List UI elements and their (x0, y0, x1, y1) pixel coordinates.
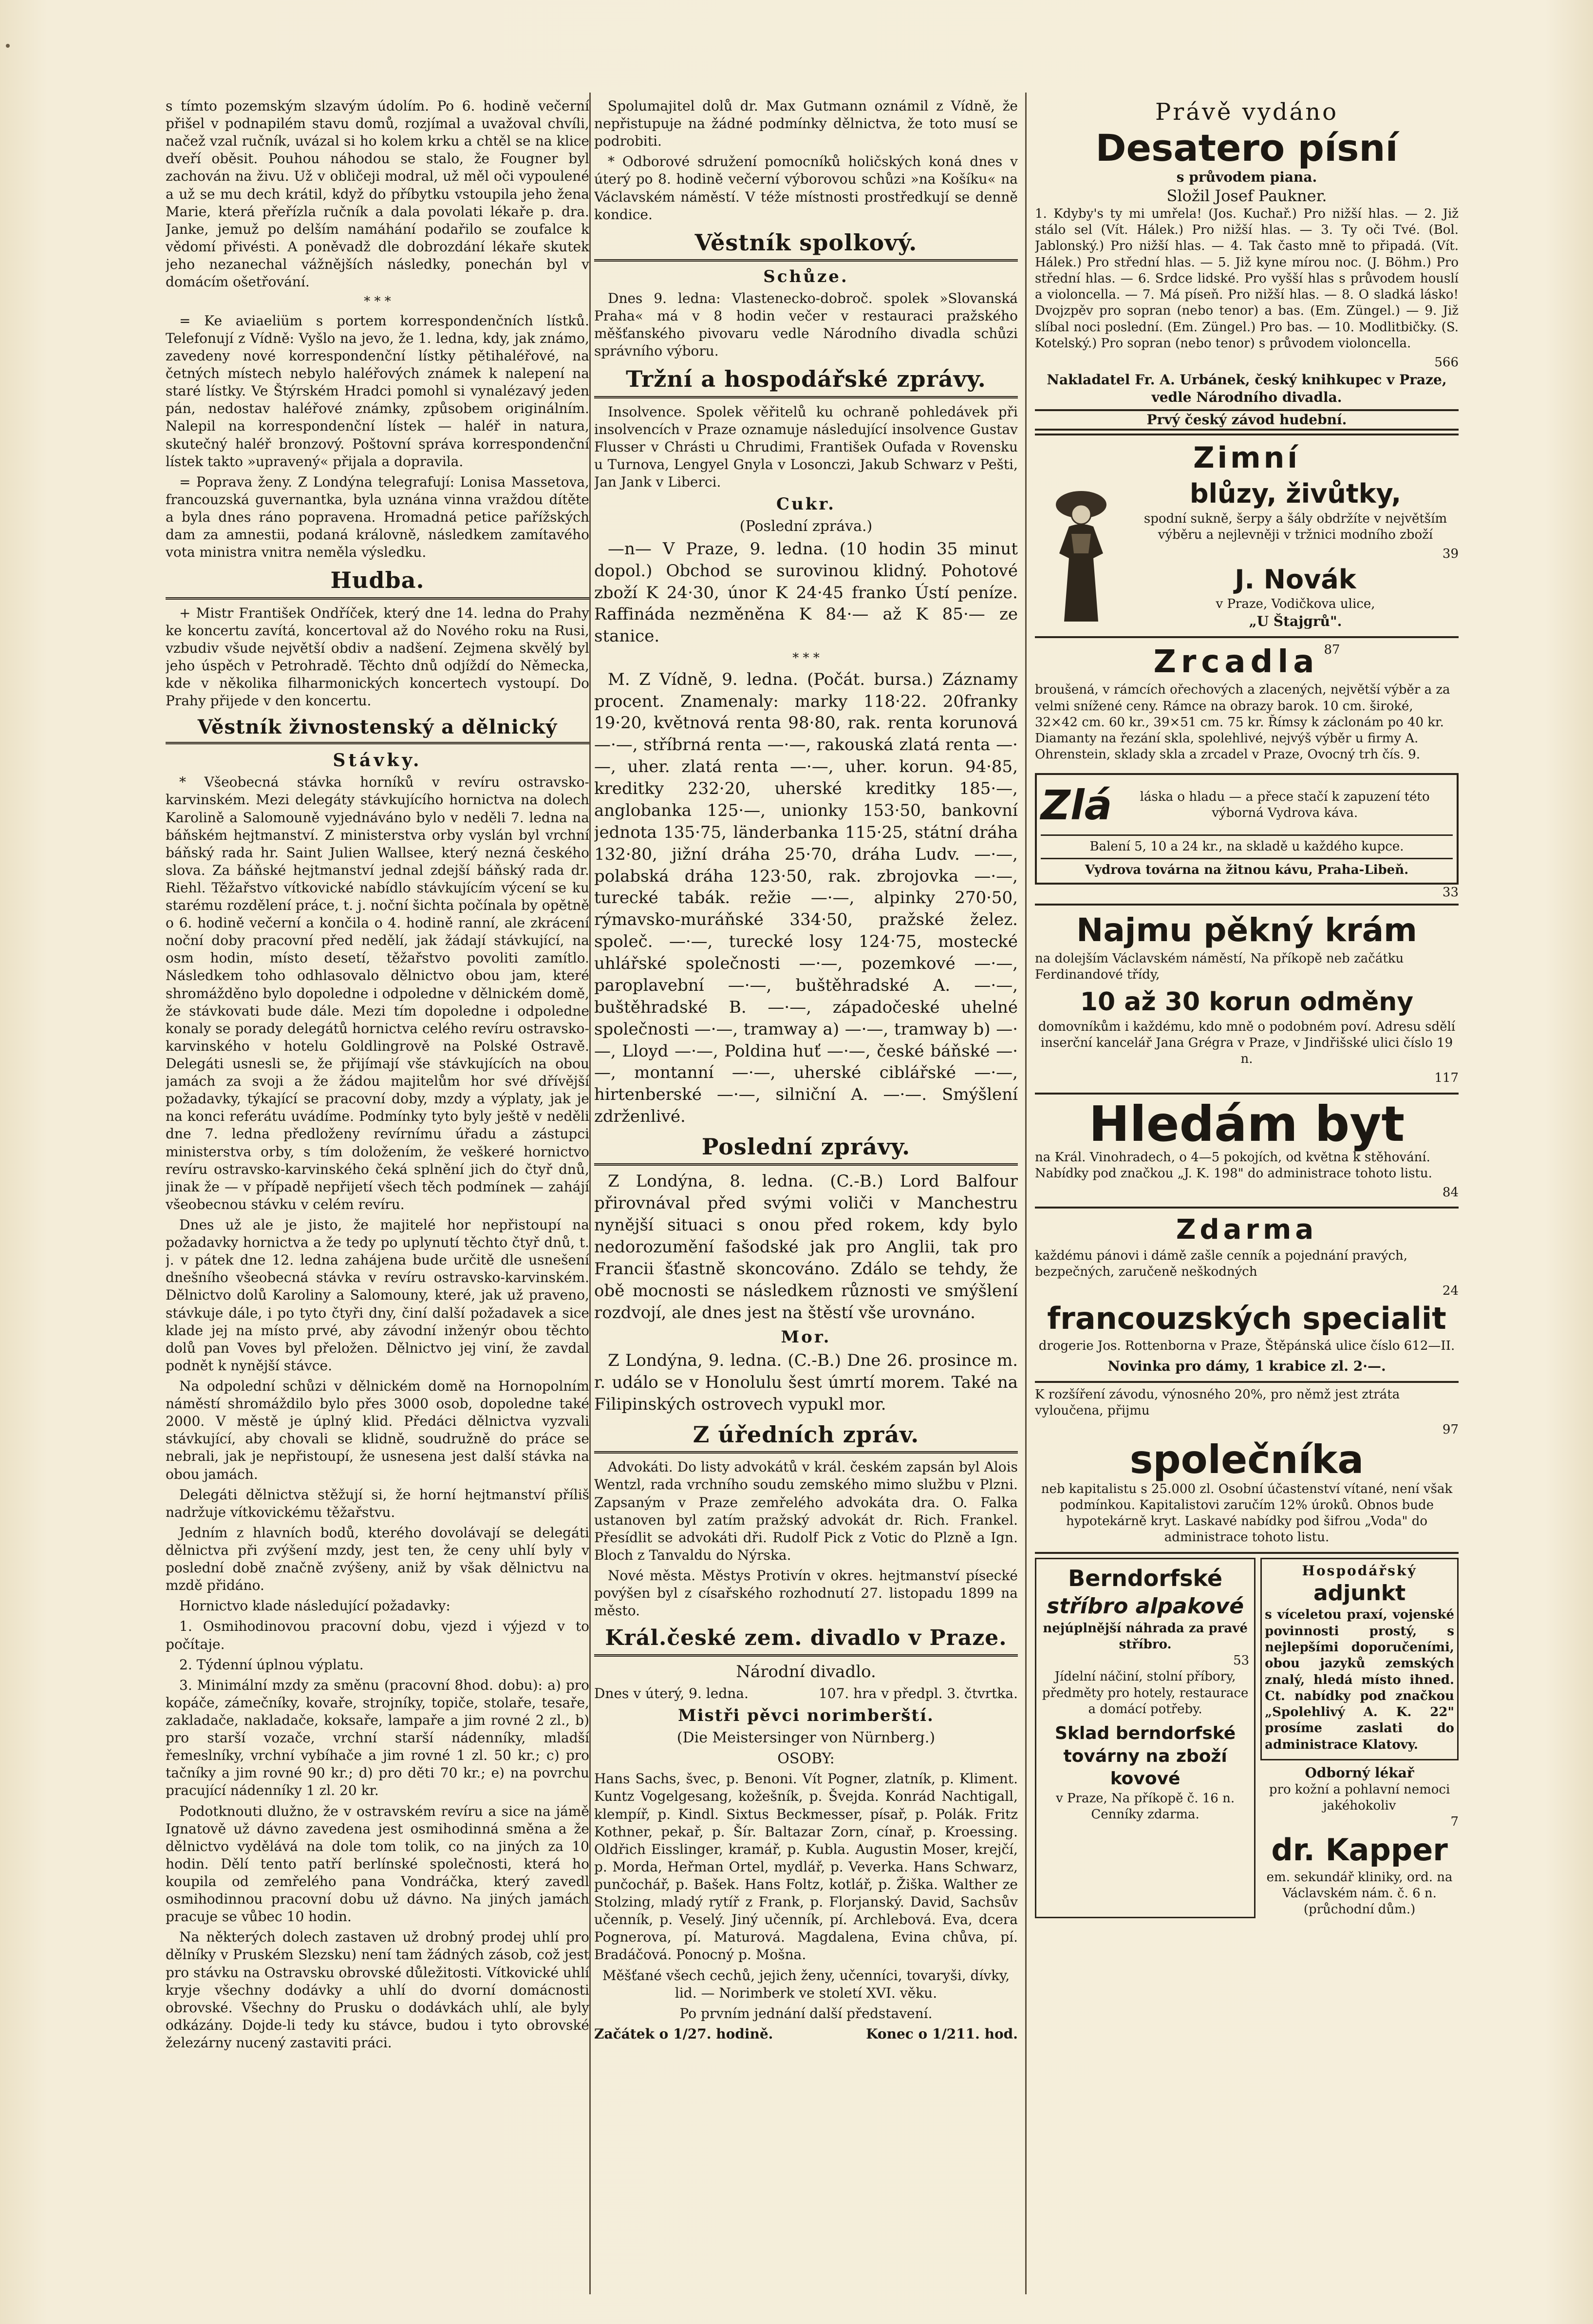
ad-silver-address: v Praze, Na příkopě č. 16 n. (1056, 1791, 1235, 1806)
ad-silver-line: nejúplnější náhrada za pravé stříbro. (1043, 1621, 1248, 1652)
show-note: Po prvním jednání další představení. (679, 2005, 933, 2022)
article-text: Jedním z hlavních bodů, kterého dovolávají se delegáti dělnictva při zvýšení mzdy, jest ten, že ceny uhlí byly v poslední době značně zvýšeny, aniž by však dělnictvu na mzdě přidáno. (166, 1524, 589, 1594)
ad-blouses-address: v Praze, Vodičkova ulice, (1216, 597, 1375, 612)
article-text: Delegáti dělnictva stěžují si, že horní hejtmanství příliš nadržuje vítkovickému těžařstvu. (166, 1486, 589, 1520)
ad-spec-title: Zdarma (1176, 1214, 1318, 1246)
ad-blouses-tag: „U Štajgrů". (1249, 613, 1342, 629)
ad-silver-shop: Sklad berndorfské továrny na zboží kovové (1055, 1723, 1236, 1789)
ad-songs-top: Právě vydáno (1155, 98, 1339, 126)
ad-number: 24 (1442, 1284, 1459, 1299)
ad-mirrors-title: Zrcadla (1153, 643, 1319, 680)
show-subtitle: (Die Meistersinger von Nürnberg.) (676, 1729, 936, 1746)
ad-blouses-name: J. Novák (1235, 564, 1356, 595)
ad-number: 7 (1450, 1814, 1459, 1830)
article-text: * Všeobecná stávka horníků v revíru ostravsko-karvinském. Mezi delegáty stávkujícího hornictva na dolech Karolině a Salomouně vyjednáváno bylo v neděli 7. ledna na báňském hejtmanství. Z ministerstva orby vyslán byl vrchní báňský rada hr. Saint Julien Wallsee, který nezná českého slova. Za báňské hejtmanství jednal zdejší báňský rada dr. Riehl. Těžařstvo vítkovické nabídlo stávkujícím výcení se ku starému rozdělení práce, t. j. noční šichta počínala by opětně o 6. hodině večerní a končila o 4. hodině ranní, ale zkrácení noční doby pracovní před nedělí, jak žádají stávkující, na osm hodin, místo desetí, těžařstvo povoliti zamítlo. Následkem toho odhlasovalo dělnictvo obou jam, které shromážděno bylo dopoledne i odpoledne v dělnickém domě, že stávkovati bude dále. Mezi tím dopoledne i odpoledne konaly se porady delegátů hornictva celého revíru ostravsko-karvinského v hotelu Goldlingrově na Polské Ostravě. Delegáti usnesli se, že přijímají vše stávkujících na obou jamách za svoji a že žádou majitelům hor své dřívější požadavky, týkající se pracovní doby, mzdy a výplaty, jak je na konci referátu uvádíme. Podmínky tyto byly ještě v neděli dne 7. ledna předloženy revírnímu úřadu a zástupci ministerstva orby, s tím doložením, že veškeré hornictvo revíru ostravsko-karvinského čeká splnění jich do čtyř dnů, jinak že — v případě nepřijetí všech těch podmínek — zahájí všeobecnou stávku v celém revíru. (166, 774, 589, 1212)
subheading-schuze: Schůze. (763, 267, 849, 287)
ad-flat (1035, 1093, 1459, 1204)
show-date: Dnes v úterý, 9. ledna. (594, 1685, 749, 1701)
ad-number: 97 (1442, 1422, 1459, 1437)
page-dot (6, 44, 10, 48)
article-text: = Poprava ženy. Z Londýna telegrafují: Lonisa Massetova, francouzská guvernantka, byla uznána vinna vraždou dítěte a byla dnes ráno popravena. Hromadná petice pařížských dam za amnestii, podaná královně, následkem zamítavého vota ministra vnitra neměla výsledku. (166, 473, 589, 561)
ad-songs-slogan: Prvý český závod hudební. (1035, 409, 1459, 431)
ad-partner-body2: neb kapitalistu s 25.000 zl. Osobní účastenství vítané, není však podmínkou. Kapitalistovi zaručím 12% úroků. Obnos bude hypotekárně kryt. Laskavé nabídky pod šifrou „Voda" do administrace tohoto listu. (1041, 1481, 1453, 1545)
ad-silver-body: Jídelní náčiní, stolní příbory, předměty pro hotely, restaurace a domácí potřeby. (1042, 1669, 1249, 1717)
show-end: Konec o 1/211. hod. (866, 2025, 1018, 2042)
article-text: Dnes už ale je jisto, že majitelé hor nepřistoupí na požadavky hornictva a že tedy po uplynutí těchto čtyř dnů, t. j. v pátek dne 12. ledna zahájena bude určitě dle usnešení dnešního všeobecná stávka v revíru ostravsko-karvinském. Dělnictvo dolů Karoliny a Salomouny, které, jak už praveno, stávkuje dále, i po tyto čtyři dny, činí další požadavek a sice klade jej na místo prvé, aby závodní inženýr obou těchto dolů pan Voves byl přeložen. Dělnictvo jej viní, že zavdal podnět k nynější stávce. (166, 1217, 589, 1374)
ad-coffee (1035, 773, 1459, 885)
ad-shop-title: Najmu pěkný krám (1076, 911, 1417, 949)
cast-list: Hans Sachs, švec, p. Benoni. Vít Pogner, zlatník, p. Kliment. Kuntz Vogelgesang, kožešník, p. Švejda. Konrád Nachtigall, klempíř, p. Kindl. Sixtus Beckmesser, písař, p. Polák. Fritz Kothner, pekař, p. Šír. Baltazar Zorn, cínař, p. Kroessing. Oldřich Eisslinger, kramář, p. Kubla. Augustin Moser, krejčí, p. Morda, Heřman Ortel, mydlář, p. Veverka. Hans Schwarz, punčochář, p. Bašek. Hans Foltz, kotlář, p. Žiška. Walther ze Stolzing, mladý rytíř z Frank, p. Florjanský. David, Sachsův učenník, p. Veselý. Jiný učenník, pí. Archlebová. Eva, dcera Pognerova, pí. Maturová. Magdalena, Evina chůva, pí. Bradáčová. Ponocný p. Mošna. (594, 1771, 1018, 1963)
ad-silver-big: stříbro alpakové (1047, 1593, 1244, 1619)
article-text: —n— V Praze, 9. ledna. (10 hodin 35 minut dopol.) Obchod se surovinou klidný. Pohotové zboží K 24·30, únor K 24·45 franko Ústí peníze. Raffináda nezměněna K 84·— až K 85·— ze stanice. (594, 539, 1018, 646)
show-start: Začátek o 1/27. hodině. (594, 2025, 773, 2042)
section-heading-vestnik-spolkovy: Věstník spolkový. (594, 228, 1018, 262)
ad-bottom-row (1035, 1552, 1459, 1918)
ad-spec-big: francouzských specialit (1047, 1301, 1446, 1337)
ad-flat-title: Hledám byt (1088, 1095, 1405, 1153)
section-heading-vestnik: Věstník živnostenský a dělnický (166, 715, 589, 744)
ad-partner-body: K rozšíření závodu, výnosného 20%, pro němž jest ztráta vyloučena, přijmu (1035, 1387, 1400, 1418)
section-heading-posledni: Poslední zprávy. (594, 1133, 1018, 1166)
ad-number: 566 (1434, 355, 1459, 370)
ad-adjunct-title: Hospodářský (1302, 1562, 1417, 1579)
ad-coffee-line2: Balení 5, 10 a 24 kr., na skladě u každého kupce. (1089, 839, 1404, 854)
ad-songs-body: 1. Kdyby's ty mi umřela! (Jos. Kuchař.) Pro nižší hlas. — 2. Již stálo sel (Vít. Hálek.) Pro nižší hlas. — 3. Ty oči Tvé. (Bol. Jablonský.) Pro nižší hlas. — 4. Tak často mně to připadá. (Vít. Hálek.) Pro střední hlas. — 5. Již kyne mírou noc. (J. Böhm.) Pro střední hlas. — 6. Srdce lidské. Pro vyšší hlas s průvodem houslí a violoncella. — 7. Má píseň. Pro nižší hlas. — 8. O sladká lásko! Dvojzpěv pro sopran (nebo tenor) a bas. (Em. Züngel.) — 9. Již slíbal noci poslední. (Em. Züngel.) Pro bas. — 10. Modlitbičky. (S. Kotelský.) Pro sopran (nebo tenor) s průvodem violoncella. (1035, 206, 1459, 351)
article-text: + Mistr František Ondříček, který dne 14. ledna do Prahy ke koncertu zavítá, koncertoval až do Nového roku na Rusi, vzbudiv všude největší obdiv a nadšení. Zejmena skvělý byl jeho úspěch v Petrohradě. Těchto dnů odjíždí do Německa, kde v několika filharmonických koncertech vystoupí. Do Prahy přijede v den koncertu. (166, 605, 589, 709)
ad-adjunct-sub: adjunkt (1313, 1580, 1406, 1606)
article-text: 3. Minimální mzdy za směnu (pracovní 8hod. dobu): a) pro kopáče, zámečníky, kovaře, strojníky, topiče, stolaře, tesaře, zakladače, nakladače, koksaře, lampaře a jim rovné 2 zl., b) pro starší vozače, vrchní starší nádenníky, mladší řemeslníky, vrchní vybíhače a jim rovné 1 zl. 50 kr.; c) pro tačníky a jim rovné 90 kr.; d) pro děti 70 kr.; e) na povrchu pracující nádenníky 1 zl. 20 kr. (166, 1677, 589, 1799)
ad-coffee-text: láska o hladu — a přece stačí k zapuzení této výborná Vydrova káva. (1140, 789, 1430, 820)
ad-shop (1035, 904, 1459, 1090)
ad-blouses-body: spodní sukně, šerpy a šály obdržíte v největším výběru a nejlevněji v tržnici modního zboží (1143, 511, 1447, 543)
ad-shop-reward: 10 až 30 korun odměny (1080, 987, 1414, 1017)
section-heading-divadlo: Král.české zem. divadlo v Praze. (594, 1625, 1018, 1657)
article-text: Na některých dolech zastaven už drobný prodej uhlí pro dělníky v Pruském Slezsku) není tam žádných zásob, což jest pro stávku na Ostravsku obrovské důležitosti. Vítkovické uhlí kryje všechny dodávky a uhlí do dvorní domácnosti obrovské. Všechny do Prusku o dodávkách uhlí, ale byly odkázány. Dojde-li tedy ku stávce, budou i tyto obrovské železárny nucený zastaviti práci. (166, 1929, 589, 2051)
ad-songs-composer: Složil Josef Paukner. (1166, 186, 1327, 205)
article-text: Spolumajitel dolů dr. Max Gutmann oznámil z Vídně, že nepřistupuje na žádné podmínky dělnictva, že toto musí se podrobiti. (594, 98, 1018, 150)
ad-songs-sub: s průvodem piana. (1176, 169, 1317, 185)
ad-doctor-name: dr. Kapper (1271, 1832, 1448, 1868)
ad-number: 117 (1434, 1071, 1459, 1086)
article-text: Na odpolední schůzi v dělnickém domě na Hornopolním náměstí shromáždilo bylo přes 3000 osob, dopoledne také 2000. V městě je úplný klid. Předáci dělnictva vyzvali stávkující, aby chovali se klidně, soudružně do práce se nebrali, jak je nepřistoupí, že usnesena jest další stávka na obou jamách. (166, 1378, 589, 1482)
ad-doctor (1260, 1764, 1459, 1918)
ad-spec-line: Novinka pro dámy, 1 krabice zl. 2·—. (1107, 1358, 1386, 1374)
ad-shop-body2: domovníkům i každému, kdo mně o podobném poví. Adresu sdělí inserční kancelář Jana Grégra v Praze, v Jindřišské ulici číslo 19 n. (1038, 1019, 1456, 1067)
ad-silver (1035, 1558, 1256, 1918)
ad-blouses-big: blůzy, živůtky, (1189, 478, 1402, 510)
ad-number: 84 (1442, 1185, 1459, 1200)
article-text: Insolvence. Spolek věřitelů ku ochraně pohledávek při insolvencích v Praze oznamuje následující insolvence Gustav Flusser v Chrásti u Chrudimi, František Oufada v Rovensku u Turnova, Lengyel Gnyla v Losonczi, Jakub Schwarz v Pešti, Jan Jank v Liberci. (594, 403, 1018, 491)
ad-mirrors (1035, 636, 1459, 769)
ad-number: 53 (1233, 1653, 1250, 1668)
separator: * * * (364, 294, 391, 309)
article-text: Z Londýna, 8. ledna. (C.-B.) Lord Balfour přirovnával před svými voliči v Manchestru nynější situaci s onou před rokem, kdy bylo nedorozumění fašodské jak pro Anglii, tak pro Francii šťastně skoncováno. Zdálo se tehdy, že obě mocnosti se následkem různosti ve smýšlení rozdvojí, ale dnes jest na štěstí vše urovnáno. (594, 1171, 1018, 1323)
section-heading-hudba: Hudba. (166, 566, 589, 599)
ad-adjunct (1260, 1558, 1459, 1760)
article-text: * Odborové sdružení pomocníků holičských koná dnes v úterý po 8. hodině večerní výborovou schůzi »na Košíku« na Václavském náměstí. V téže místnosti prostředkují se denně kondice. (594, 153, 1018, 223)
ad-songs-title: Desatero písní (1095, 126, 1398, 170)
ad-blouses-title: Zimní (1193, 440, 1300, 475)
ad-silver-title: Berndorfské (1068, 1565, 1223, 1591)
section-heading-uradnich: Z úředních zpráv. (594, 1420, 1018, 1454)
ad-number: 39 (1442, 547, 1459, 562)
article-text: 2. Týdenní úplnou výplatu. (179, 1656, 364, 1673)
ad-mirrors-body: broušená, v rámcích ořechových a zlacených, největší výběr a za velmi snížené ceny. Rámce na obrazy barok. 10 cm. široké, 32×42 cm. 60 kr., 39×51 cm. 75 kr. Římsy k záclonám po 40 kr. Diamanty na řezání skla, spolehlivé, nejvýš výběr u firmy A. Ohrenstein, sklady skla a zrcadel v Praze, Ovocný trh čís. 9. (1035, 682, 1450, 762)
article-text: M. Z Vídně, 9. ledna. (Počát. bursa.) Záznamy procent. Znamenaly: marky 118·22. 20franky 19·20, květnová renta 98·80, rak. renta korunová —·—, stříbrná renta —·—, rakouská zlatá renta —·—, uher. zlatá renta —·—, uher. korun. 94·85, kreditky 232·20, uherské kreditky 185·—, anglobanka 125·—, unionky 153·50, bankovní jednota 135·75, länderbanka 115·25, státní dráha 132·80, jižní dráha 25·70, dráha Ludv. —·—, polabská dráha 123·50, rak. zbrojovka —·—, turecké tabák. režie —·—, alpinky 270·50, rýmavsko-muráňské 334·50, pražské želez. společ. —·—, turecké losy 124·75, mostecké uhlářské společnosti —·—, pozemkové —·—, paroplavební —·—, buštěhradské A. —·—, buštěhradské B. —·—, západočeské uhelné společnosti —·—, tramway a) —·—, tramway b) —·—, Lloyd —·—, Poldina huť —·—, české báňské —·—, montanní —·—, uherské ciblářské —·—, hirtenberské —·—, silniční A. —·—. Smýšlení zdrženlivé. (594, 669, 1018, 1127)
article-text: Advokáti. Do listy advokátů v král. českém zapsán byl Alois Wentzl, rada vrchního soudu zemského mimo službu v Plzni. Zapsaným v Praze zemřelého advokáta dra. O. Falka ustanoven byl zatím pražský advokát dr. Rich. Frankel. Přesídlit se advokáti dři. Rudolf Pick z Votic do Plzně a Ign. Bloch z Tanvaldu do Nýrska. (594, 1459, 1018, 1563)
ad-spec-body2: drogerie Jos. Rottenborna v Praze, Štěpánská ulice číslo 612—II. (1038, 1339, 1455, 1354)
ad-coffee-big: Zlá (1041, 781, 1112, 829)
column-middle (594, 97, 1018, 2043)
article-text: Podotknouti dlužno, že v ostravském revíru a sice na jámě Ignatově už dávno zavedena jest osmihodinná směna a že dělnictvo vydělává na dole tom tolik, co na jiných za 10 hodin. Dělí tento patří berlínské společnosti, která ho koupila od zemřelého pana Vondráčka, který zavedl osmihodinnou pracovní dobu už dávno. Na jiných jamách pracuje se vůbec 10 hodin. (166, 1803, 589, 1925)
article-text: = Ke aviaeliüm s portem korrespondenčních lístků. Telefonují z Vídně: Vyšlo na jevo, že 1. ledna, kdy, jak známo, zavedeny nové korrespondenční lístky pětihaléřové, na četných místech nebylo haléřových známek k nalepení na staré lístky. Ve Štýrském Hradci pomohl si vynalézavý jeden pán, nedostav haléřové známky, způsobem originálním. Nalepil na korrespondenční lístek — haléř in natura, skutečný haléř bronzový. Poštovní správa korrespondenční lístek takto »upravený« přijala a dopravila. (166, 312, 589, 470)
cast-heading: OSOBY: (777, 1750, 835, 1767)
article-text: 1. Osmihodinovou pracovní dobu, vjezd i výjezd v to počítaje. (166, 1618, 589, 1652)
ad-silver-price: Cenníky zdarma. (1091, 1807, 1199, 1822)
ad-number: 87 (1324, 642, 1340, 657)
ad-blouses (1035, 434, 1459, 633)
ad-doctor-body: em. sekundář kliniky, ord. na Václavském nám. č. 6 n. (průchodní dům.) (1266, 1870, 1453, 1917)
ad-adjunct-body: s víceletou praxí, vojenské povinnosti prostý, s nejlepšími doporučeními, obou jazyků zemských znalý, hledá místo ihned. Ct. nabídky pod značkou „Spolehlivý A. K. 22" prosíme zaslati do administrace Klatovy. (1265, 1607, 1454, 1752)
ad-doctor-sub: pro kožní a pohlavní nemoci jakéhokoliv (1269, 1782, 1450, 1814)
column-left (166, 97, 589, 2055)
article-text: s tímto pozemským slzavým údolím. Po 6. hodině večerní přišel v podnapilém stavu domů, rozjímal a uvažoval chvíli, načež vzal ručník, uvázal si ho kolem krku a chtěl se na klice dveří oběsit. Pouhou náhodou se stalo, že Fougner byl zachován na živu. Už v obličeji modral, už měl oči vypoulené a už se mu dech krátil, když do příbytku vstoupila jeho žena Marie, která přeřízla ručník a dala povolati lékaře p. dra. Janke, jemuž po delším namáhání podařilo se zoufalce k vědomí přivésti. A poněvadž dle dobrozdání lékaře skutek jeho nezanechal vážnějších následky, ponechán byl v domácím ošetřování. (166, 98, 589, 290)
ad-flat-body: na Král. Vinohradech, o 4—5 pokojích, od května k stěhování. Nabídky pod značkou „J. K. 198" do administrace tohoto listu. (1035, 1150, 1432, 1181)
woman-figure-illustration (1035, 480, 1127, 626)
ad-spec-body: každému pánovi i dámě zašle cenník a pojednání pravých, bezpečných, zaručeně neškodných (1035, 1248, 1408, 1279)
ad-coffee-line3: Vydrova továrna na žitnou kávu, Praha-Libeň. (1085, 863, 1409, 878)
column-divider (589, 93, 591, 2294)
ad-partner (1035, 1381, 1459, 1552)
show-title: Mistři pěvci norimberští. (678, 1706, 934, 1726)
section-heading-trzni: Tržní a hospodářské zprávy. (594, 365, 1018, 398)
article-text: Hornictvo klade následující požadavky: (179, 1598, 450, 1614)
subheading-note: (Poslední zpráva.) (739, 518, 873, 535)
ad-songs-publisher: Nakladatel Fr. A. Urbánek, český knihkupec v Praze, vedle Národního divadla. (1047, 371, 1447, 405)
show-times (594, 2025, 1018, 2043)
cast-extra: Měšťané všech cechů, jejich ženy, učenníci, tovaryši, dívky, lid. — Norimberk ve století XVI. věku. (602, 1967, 1010, 2001)
separator: * * * (792, 651, 820, 666)
ad-column-right (1260, 1558, 1459, 1918)
show-subscription: 107. hra v předpl. 3. čtvrtka. (818, 1685, 1018, 1701)
article-text: Dnes 9. ledna: Vlastenecko-dobroč. spolek »Slovanská Praha« má v 8 hodin večer v restauraci pražského měšťanského pivovaru vedle Národního divadla schůzi správního výboru. (594, 290, 1018, 359)
ad-doctor-top: Odborný lékař (1305, 1764, 1414, 1781)
subheading-cukr: Cukr. (776, 494, 836, 514)
subheading-stavky: Stávky. (333, 750, 422, 771)
article-text: Nové města. Městys Protivín v okres. hejtmanství písecké povýšen byl z císařského rozhodnutí 27. listopadu 1899 na město. (594, 1568, 1018, 1619)
show-info (594, 1685, 1018, 1702)
subheading-narodni: Národní divadlo. (736, 1662, 876, 1682)
ad-specialities (1035, 1207, 1459, 1378)
column-ads (1035, 97, 1459, 1918)
ad-partner-big: společníka (1129, 1436, 1364, 1482)
ad-number: 33 (1442, 885, 1459, 900)
ad-shop-body: na dolejším Václavském náměstí, Na příkopě neb začátku Ferdinandové třídy, (1035, 951, 1404, 983)
article-text: Z Londýna, 9. ledna. (C.-B.) Dne 26. prosince m. r. událo se v Honolulu šest úmrtí morem. Také na Filipinských ostrovech vypukl mor. (594, 1351, 1018, 1415)
column-divider (1025, 93, 1027, 2294)
subheading-mor: Mor. (781, 1327, 831, 1347)
